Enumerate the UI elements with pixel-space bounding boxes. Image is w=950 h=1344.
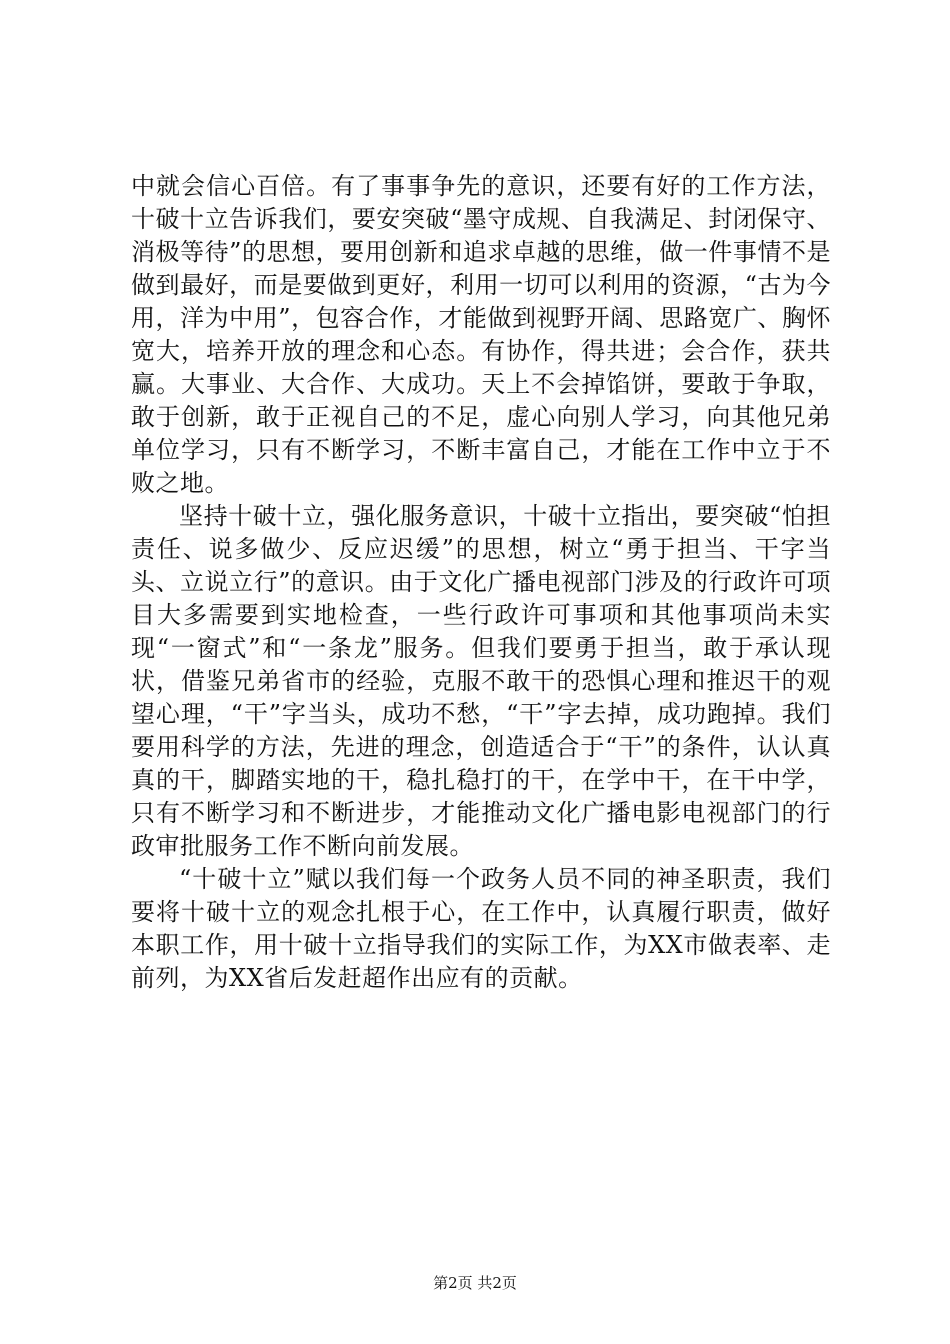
paragraph-conclusion: “十破十立”赋以我们每一个政务人员不同的神圣职责，我们要将十破十立的观念扎根于心，在工作中，认真履行职责，做好本职工作，用十破十立指导我们的实际工作，为XX市做表率、走前列，为XX省后发赶超作出应有的贡献。: [131, 865, 831, 992]
paragraph-service-awareness: 坚持十破十立，强化服务意识，十破十立指出，要突破“怕担责任、说多做少、反应迟缓”的思想，树立“勇于担当、干字当头、立说立行”的意识。由于文化广播电视部门涉及的行政许可项目大多需要到实地检查，一些行政许可事项和其他事项尚未实现“一窗式”和“一条龙”服务。但我们要勇于担当，敢于承认现状，借鉴兄弟省市的经验，克服不敢干的恐惧心理和推迟干的观望心理，“干”字当头，成功不愁，“干”字去掉，成功跑掉。我们要用科学的方法，先进的理念，创造适合于“干”的条件，认认真真的干，脚踏实地的干，稳扎稳打的干，在学中干，在干中学，只有不断学习和不断进步，才能推动文化广播电影电视部门的行政审批服务工作不断向前发展。: [131, 502, 831, 860]
document-body: [131, 170, 831, 995]
page-footer: 第2页 共2页: [433, 1274, 517, 1292]
paragraph-continuation: 中就会信心百倍。有了事事争先的意识，还要有好的工作方法，十破十立告诉我们，要安突破“墨守成规、自我满足、封闭保守、消极等待”的思想，要用创新和追求卓越的思维，做一件事情不是做到最好，而是要做到更好，利用一切可以利用的资源，“古为今用，洋为中用”，包容合作，才能做到视野开阔、思路宽广、胸怀宽大，培养开放的理念和心态。有协作，得共进；会合作，获共赢。大事业、大合作、大成功。天上不会掉馅饼，要敢于争取，敢于创新，敢于正视自己的不足，虚心向别人学习，向其他兄弟单位学习，只有不断学习，不断丰富自己，才能在工作中立于不败之地。: [131, 172, 831, 497]
